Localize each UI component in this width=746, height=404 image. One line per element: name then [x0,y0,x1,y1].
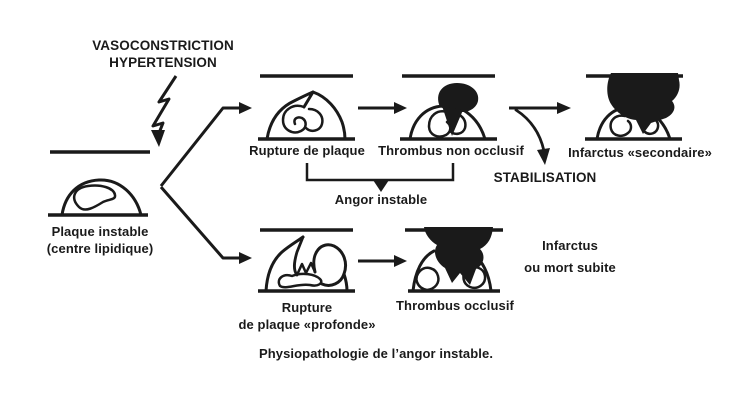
plaque-instable-label: Plaque instable (centre lipidique) [46,224,154,256]
thrombus-wedge [442,106,463,136]
stabilisation-label: STABILISATION [493,170,597,185]
inner-ear-left [416,268,438,290]
ruptured-dome-right [313,92,345,139]
core-swirl-right [306,109,322,131]
thrombus-non-occlusif-label: Thrombus non occlusif [378,143,524,158]
rupture-plaque-label: Rupture de plaque [249,143,365,158]
thrombus-occlusif-label: Thrombus occlusif [396,298,514,313]
lightning-bolt-icon [151,76,176,147]
infarctus-mort-subite-label: Infarctus ou mort subite [524,238,616,275]
infarctus-secondaire-label: Infarctus «secondaire» [568,145,712,160]
plaque-instable-figure [48,152,150,215]
core-swirl-left [283,106,306,133]
arrow-rupture-to-occlusif [358,255,407,267]
dome-left-arc [413,251,434,291]
ruptured-wall-left [266,237,303,291]
infarctus-secondaire-figure [585,73,683,139]
core-swirl-left [611,116,631,136]
occlusive-thrombus-mass [424,227,493,285]
angor-instable-label: Angor instable [334,192,428,207]
lipid-core [74,185,115,209]
rupture-profonde-label: Rupture de plaque «profonde» [238,300,376,332]
rupture-profonde-figure [258,230,355,291]
branch-arrow-bottom [161,187,252,264]
rupture-plaque-figure [258,76,355,139]
large-thrombus-mass [607,73,679,134]
thrombus-occlusif-figure [405,227,503,291]
trigger-label [92,37,234,71]
thrombus-non-occlusif-figure [400,76,497,139]
right-lobe-tail [344,274,347,291]
vasoconstriction-text: VASOCONSTRICTION [92,38,234,53]
angor-bracket [307,163,453,192]
arrow-rupture-to-thrombus [358,102,407,114]
bottom-core [279,274,321,287]
figure-caption: Physiopathologie de l’angor instable. [258,346,494,361]
hypertension-text: HYPERTENSION [109,55,217,70]
branch-arrow-top [161,102,252,186]
